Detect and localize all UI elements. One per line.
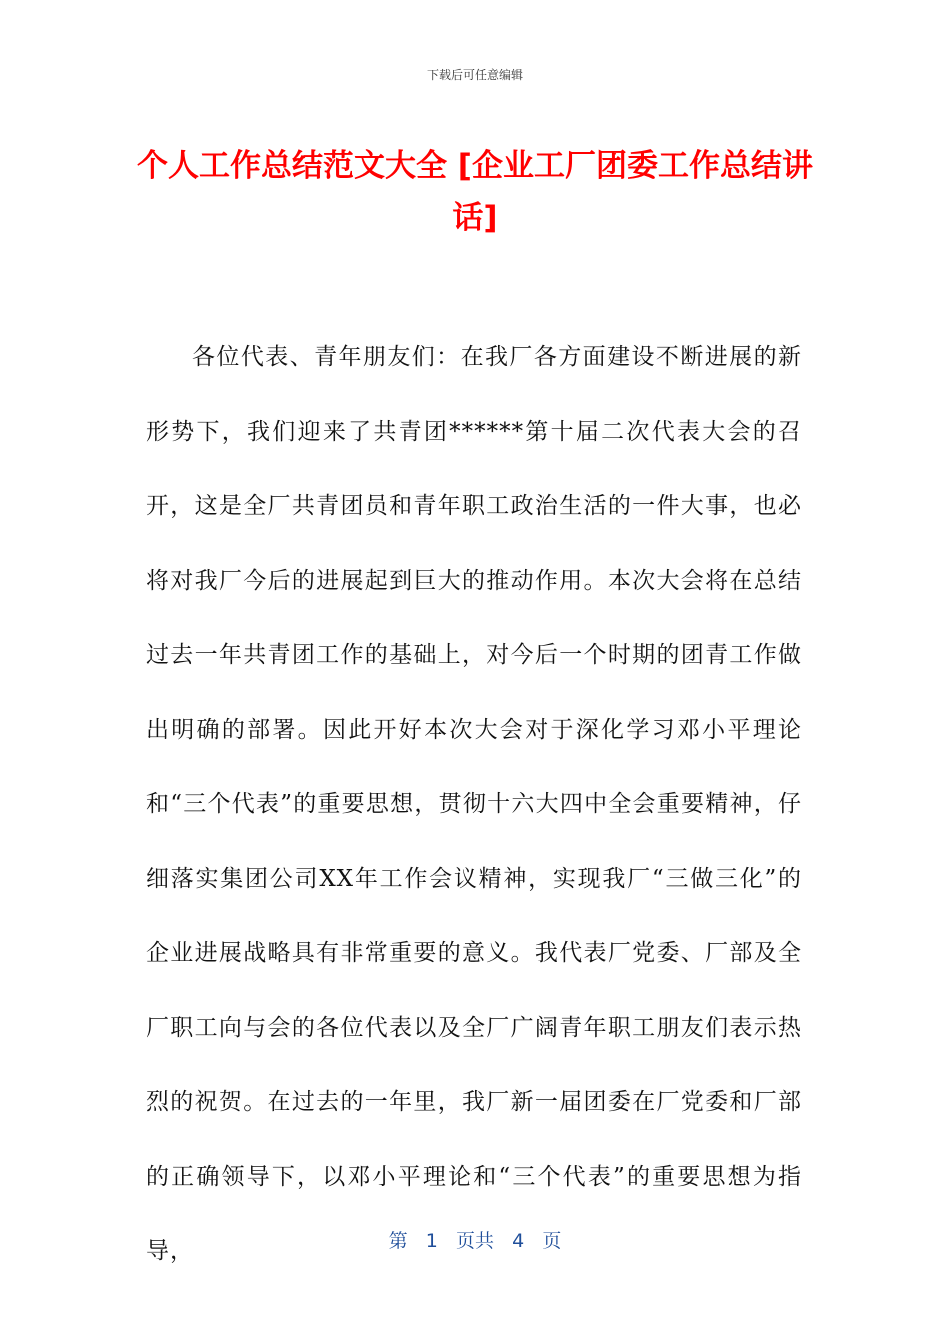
footer-suffix: 页 xyxy=(542,1230,562,1252)
footer-prefix: 第 xyxy=(388,1230,408,1252)
footer-total-pages: 4 xyxy=(512,1230,525,1252)
footer-middle: 页共 xyxy=(455,1230,494,1252)
header-note: 下载后可任意编辑 xyxy=(426,68,523,82)
footer-current-page: 1 xyxy=(425,1230,438,1252)
page-footer xyxy=(0,1226,950,1253)
document-title: 个人工作总结范文大全 [企业工厂团委工作总结讲话] xyxy=(137,148,813,236)
document-body: 各位代表、青年朋友们：在我厂各方面建设不断进展的新形势下，我们迎来了共青团******第十届二次代表大会的召开，这是全厂共青团员和青年职工政治生活的一件大事，也必将对我厂今后的进展起到巨大的推动作用。本次大会将在总结过去一年共青团工作的基础上，对今后一个时期的团青工作做出明确的部署。因此开好本次大会对于深化学习邓小平理论和“三个代表”的重要思想，贯彻十六大四中全会重要精神，仔细落实集团公司XX年工作会议精神，实现我厂“三做三化”的企业进展战略具有非常重要的意义。我代表厂党委、厂部及全厂职工向与会的各位代表以及全厂广阔青年职工朋友们表示热烈的祝贺。在过去的一年里，我厂新一届团委在厂党委和厂部的正确领导下，以邓小平理论和“三个代表”的重要思想为指导， xyxy=(146,344,802,1264)
